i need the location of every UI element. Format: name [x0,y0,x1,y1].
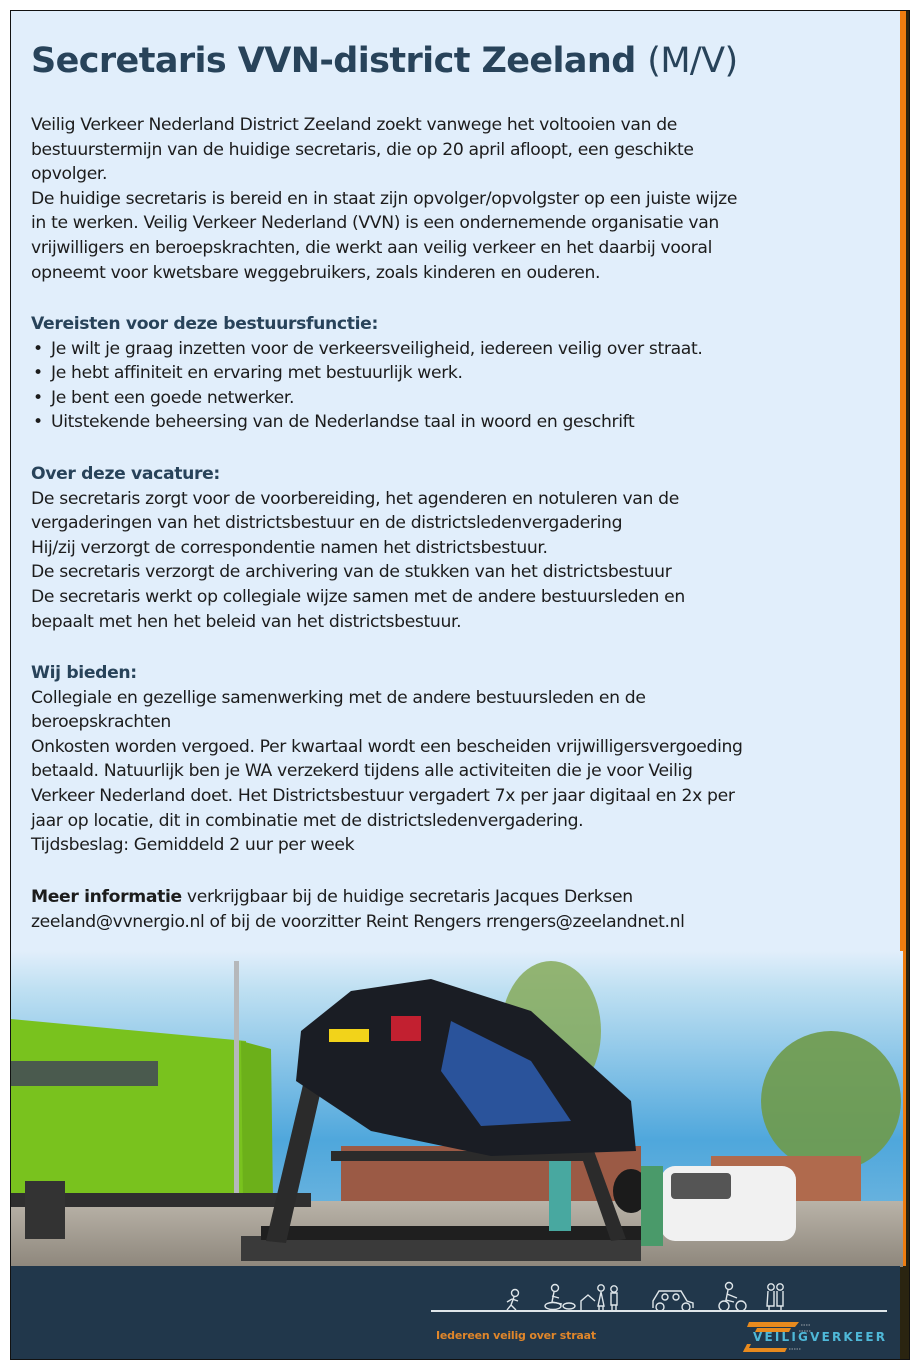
scooter-rider-icon [545,1285,575,1310]
contact-text: verkrijgbaar bij de huidige secretaris Jacques Derksen [181,887,633,907]
white-car-window [671,1173,731,1199]
elderly-couple-icon [767,1284,783,1311]
license-plate [329,1029,369,1042]
footer-slogan: Iedereen veilig over straat [436,1329,596,1342]
list-item-text: Uitstekende beheersing van de Nederlandse taal in woord en geschrift [51,412,635,433]
intro-line: Veilig Verkeer Nederland District Zeeland zoekt vanwege het voltooien van de [31,115,678,135]
road-users-line [431,1276,891,1316]
intro-paragraph [31,113,737,285]
photo-illustration [11,951,903,1267]
vacancy-line: vergaderingen van het districtsbestuur en de districtsledenvergadering [31,513,623,534]
list-item-text: Je bent een goede netwerker. [51,387,295,408]
veilig-verkeer-logo [739,1318,888,1354]
tail-light [391,1016,421,1041]
green-building-side [241,1041,273,1201]
intro-line: in te werken. Veilig Verkeer Nederland (VVN) is een ondernemende organisatie van [31,213,719,234]
vacancy-line: De secretaris werkt op collegiale wijze samen met de andere bestuursleden en [31,586,685,607]
intro-line: bestuurstermijn van de huidige secretaris, die op 20 april afloopt, een geschikte [31,139,694,160]
building-window [11,1061,158,1086]
bullet-icon: • [33,387,43,408]
intro-line: vrijwilligers en beroepskrachten, die werkt aan veilig verkeer en het daarbij vooral [31,237,713,258]
house-and-elderly-couple-icon [581,1285,617,1311]
page-title [31,41,738,81]
offer-line: jaar op locatie, dit in combinatie met de districtsledenvergadering. [31,810,584,831]
vacancy-poster [10,10,910,1360]
intro-line: opneemt voor kwetsbare weggebruikers, zoals kinderen en ouderen. [31,262,601,283]
offer-line: Tijdsbeslag: Gemiddeld 2 uur per week [31,835,355,856]
requirements-list [31,337,702,435]
offer-heading: Wij bieden: [31,663,137,683]
logo-text: VEILIGVERKEER [753,1330,888,1344]
contact-line [31,885,685,910]
trash-bin [25,1181,65,1239]
contact-bold-label: Meer informatie [31,887,182,907]
offer-line: betaald. Natuurlijk ben je WA verzekerd tijdens alle activiteiten die je voor Veilig [31,761,693,782]
list-item [31,386,702,411]
person [549,1161,571,1231]
offer-line: Onkosten worden vergoed. Per kwartaal wordt een bescheiden vrijwilligersvergoeding [31,736,743,757]
vacancy-section [31,462,685,634]
green-building [11,1019,251,1201]
vacancy-heading: Over deze vacature: [31,464,220,484]
list-item [31,337,702,362]
trailer-bed [261,1226,641,1240]
person [641,1166,663,1246]
car-simulator-photo [11,951,903,1267]
footer-band [11,1266,900,1359]
contact-emails[interactable]: zeeland@vvnergio.nl of bij de voorzitter Reint Rengers rrengers@zeelandnet.nl [31,911,685,932]
vacancy-line: De secretaris zorgt voor de voorbereiding, het agenderen en notuleren van de [31,488,679,509]
offer-line: Verkeer Nederland doet. Het Districtsbestuur vergadert 7x per jaar digitaal en 2x per [31,785,735,806]
offer-section [31,661,743,858]
dark-edge-footer [900,1266,906,1359]
requirements-heading: Vereisten voor deze bestuursfunctie: [31,314,379,334]
intro-line: De huidige secretaris is bereid en in staat zijn opvolger/opvolgster op een juiste wijze [31,188,738,209]
contact-section [31,885,685,934]
intro-line: opvolger. [31,164,108,185]
running-child-icon [507,1290,519,1311]
vacancy-line: Hij/zij verzorgt de correspondentie namen het districtsbestuur. [31,537,548,558]
cyclist-icon [719,1283,746,1312]
offer-line: beroepskrachten [31,712,171,733]
offer-line: Collegiale en gezellige samenwerking met de andere bestuursleden en de [31,687,646,708]
tree [761,1031,901,1171]
list-item-text: Je wilt je graag inzetten voor de verkeersveiligheid, iedereen veilig over straat. [51,338,703,359]
title-main: Secretaris VVN-district Zeeland [31,41,636,81]
bullet-icon: • [33,363,43,384]
list-item [31,410,702,435]
list-item [31,361,702,386]
list-item-text: Je hebt affiniteit en ervaring met bestuurlijk werk. [51,363,463,384]
car-icon [653,1291,693,1311]
bullet-icon: • [33,412,43,433]
bullet-icon: • [33,338,43,359]
title-suffix: (M/V) [647,41,738,81]
requirements-section [31,312,702,435]
vacancy-line: De secretaris verzorgt de archivering van de stukken van het districtsbestuur [31,562,672,583]
dark-edge [906,11,909,1359]
vacancy-line: bepaalt met hen het beleid van het districtsbestuur. [31,611,462,632]
